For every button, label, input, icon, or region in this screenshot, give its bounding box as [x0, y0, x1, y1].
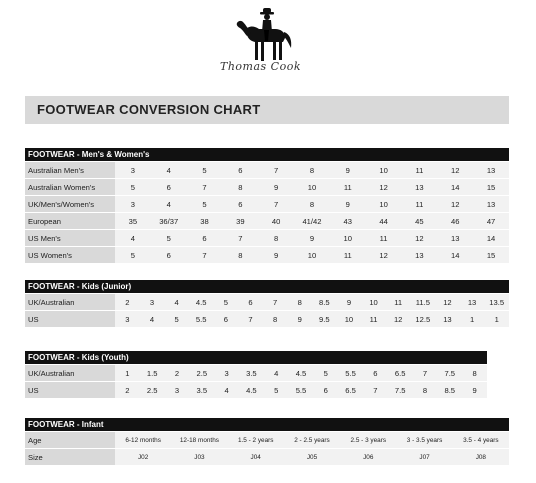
table-cell: 12	[366, 247, 402, 264]
table-cell: 3	[115, 162, 151, 179]
table-cell: 10	[337, 311, 362, 328]
table-cell: 46	[437, 213, 473, 230]
table-cell: 9	[258, 179, 294, 196]
table-cell: 3	[140, 294, 165, 311]
row-label: US	[25, 311, 115, 328]
table-row	[25, 382, 487, 399]
table-header-row	[25, 351, 487, 365]
table-cell: 5.5	[289, 382, 314, 399]
table-title: FOOTWEAR - Men's & Women's	[25, 148, 509, 162]
table-cell: 3.5	[189, 382, 214, 399]
table-cell: 38	[187, 213, 223, 230]
table-cell: 4	[214, 382, 239, 399]
table-cell: 13	[473, 162, 509, 179]
table-cell: 14	[473, 230, 509, 247]
table-cell: 8	[294, 196, 330, 213]
table-cell: 4.5	[189, 294, 214, 311]
table-cell: 1	[115, 365, 140, 382]
table-cell: 11	[402, 196, 438, 213]
table-cell: 13	[435, 311, 460, 328]
horse-rider-icon	[215, 8, 315, 64]
table-cell: 7.5	[388, 382, 413, 399]
row-label: Australian Women's	[25, 179, 115, 196]
table-cell: 5	[187, 162, 223, 179]
table-cell: 12	[366, 179, 402, 196]
table-row	[25, 196, 509, 213]
table-cell: J07	[396, 449, 452, 466]
table-cell: 13	[402, 179, 438, 196]
table-cell: 5	[214, 294, 239, 311]
table-cell: 11	[386, 294, 411, 311]
table-cell: 13.5	[484, 294, 509, 311]
table-cell: 3	[115, 311, 140, 328]
table-cell: 3.5 - 4 years	[453, 432, 509, 449]
kids-youth-table	[25, 351, 487, 399]
table-cell: 5.5	[338, 365, 363, 382]
table-cell: 6.5	[338, 382, 363, 399]
row-label: UK/Men's/Women's	[25, 196, 115, 213]
table-cell: 8	[263, 311, 288, 328]
table-row	[25, 365, 487, 382]
page-title: FOOTWEAR CONVERSION CHART	[25, 96, 509, 124]
table-cell: 7	[413, 365, 438, 382]
table-cell: 12	[386, 311, 411, 328]
table-cell: 1	[484, 311, 509, 328]
table-cell: 2	[165, 365, 190, 382]
table-cell: 15	[473, 247, 509, 264]
table-row	[25, 432, 509, 449]
table-cell: J05	[284, 449, 340, 466]
table-cell: 40	[258, 213, 294, 230]
table-cell: 7	[222, 230, 258, 247]
row-label: US	[25, 382, 115, 399]
mens-womens-table	[25, 148, 509, 264]
table-cell: 5	[164, 311, 189, 328]
table-cell: 13	[402, 247, 438, 264]
table-cell: 5	[115, 179, 151, 196]
table-cell: 4	[140, 311, 165, 328]
table-cell: 11	[361, 311, 386, 328]
table-cell: 11	[330, 179, 366, 196]
table-cell: 6	[214, 311, 239, 328]
table-cell: 36/37	[151, 213, 187, 230]
table-cell: 4	[164, 294, 189, 311]
table-header-row	[25, 148, 509, 162]
table-cell: 7.5	[437, 365, 462, 382]
table-cell: 4.5	[239, 382, 264, 399]
table-cell: 9	[330, 162, 366, 179]
table-cell: 8.5	[312, 294, 337, 311]
table-cell: 9	[330, 196, 366, 213]
table-header-row	[25, 418, 509, 432]
brand-name: Thomas Cook	[220, 60, 302, 73]
table-cell: 6-12 months	[115, 432, 171, 449]
row-label: European	[25, 213, 115, 230]
table-cell: 9	[258, 247, 294, 264]
table-cell: 5	[264, 382, 289, 399]
infant-table	[25, 418, 509, 466]
table-cell: 1.5	[140, 365, 165, 382]
table-cell: 7	[238, 311, 263, 328]
table-cell: 14	[437, 247, 473, 264]
table-cell: 8	[294, 162, 330, 179]
table-cell: 6.5	[388, 365, 413, 382]
table-cell: 2 - 2.5 years	[284, 432, 340, 449]
row-label: US Women's	[25, 247, 115, 264]
table-row	[25, 294, 509, 311]
table-cell: 3	[214, 365, 239, 382]
table-cell: 3.5	[239, 365, 264, 382]
table-cell: 10	[366, 196, 402, 213]
table-cell: 8	[462, 365, 487, 382]
table-cell: 2.5	[189, 365, 214, 382]
table-cell: 6	[222, 196, 258, 213]
table-header-row	[25, 280, 509, 294]
table-cell: 9	[287, 311, 312, 328]
table-cell: 2.5	[140, 382, 165, 399]
table-cell: 1	[460, 311, 485, 328]
table-cell: 10	[361, 294, 386, 311]
table-cell: 35	[115, 213, 151, 230]
table-title: FOOTWEAR - Infant	[25, 418, 509, 432]
table-cell: 9	[462, 382, 487, 399]
table-cell: 39	[222, 213, 258, 230]
table-cell: 3 - 3.5 years	[396, 432, 452, 449]
table-cell: 14	[437, 179, 473, 196]
table-cell: 5.5	[189, 311, 214, 328]
table-cell: 7	[258, 196, 294, 213]
table-cell: 13	[460, 294, 485, 311]
table-cell: 6	[151, 179, 187, 196]
table-cell: 7	[187, 179, 223, 196]
kids-junior-table	[25, 280, 509, 328]
table-cell: 6	[238, 294, 263, 311]
table-cell: 11.5	[411, 294, 436, 311]
table-row	[25, 449, 509, 466]
table-row	[25, 162, 509, 179]
table-cell: 4	[264, 365, 289, 382]
table-cell: J06	[340, 449, 396, 466]
table-cell: 11	[402, 162, 438, 179]
table-cell: 44	[366, 213, 402, 230]
table-cell: 2	[115, 382, 140, 399]
table-cell: 8	[258, 230, 294, 247]
row-label: UK/Australian	[25, 365, 115, 382]
table-cell: 5	[115, 247, 151, 264]
row-label: Australian Men's	[25, 162, 115, 179]
table-cell: 12	[437, 196, 473, 213]
table-cell: 4	[115, 230, 151, 247]
table-cell: 9.5	[312, 311, 337, 328]
table-cell: 10	[294, 179, 330, 196]
table-cell: 1.5 - 2 years	[228, 432, 284, 449]
table-cell: 7	[258, 162, 294, 179]
table-cell: 5	[313, 365, 338, 382]
table-cell: 43	[330, 213, 366, 230]
table-cell: 6	[363, 365, 388, 382]
table-cell: 11	[366, 230, 402, 247]
table-cell: J08	[453, 449, 509, 466]
table-cell: 41/42	[294, 213, 330, 230]
table-cell: 6	[313, 382, 338, 399]
table-row	[25, 230, 509, 247]
table-cell: 5	[187, 196, 223, 213]
table-cell: 7	[363, 382, 388, 399]
table-row	[25, 311, 509, 328]
table-cell: 6	[187, 230, 223, 247]
table-cell: 2.5 - 3 years	[340, 432, 396, 449]
table-cell: 7	[263, 294, 288, 311]
table-row	[25, 213, 509, 230]
table-cell: 3	[165, 382, 190, 399]
row-label: UK/Australian	[25, 294, 115, 311]
table-cell: 4	[151, 196, 187, 213]
table-cell: 6	[222, 162, 258, 179]
table-cell: 6	[151, 247, 187, 264]
row-label: US Men's	[25, 230, 115, 247]
table-cell: 8	[413, 382, 438, 399]
table-cell: 12	[435, 294, 460, 311]
table-cell: 8	[222, 247, 258, 264]
table-title: FOOTWEAR - Kids (Youth)	[25, 351, 487, 365]
table-cell: 8.5	[437, 382, 462, 399]
table-cell: 9	[294, 230, 330, 247]
table-title: FOOTWEAR - Kids (Junior)	[25, 280, 509, 294]
table-cell: 13	[473, 196, 509, 213]
table-row	[25, 247, 509, 264]
table-cell: 45	[402, 213, 438, 230]
table-cell: 13	[437, 230, 473, 247]
table-cell: J03	[171, 449, 227, 466]
table-cell: 8	[287, 294, 312, 311]
table-cell: 12-18 months	[171, 432, 227, 449]
table-row	[25, 179, 509, 196]
table-cell: 2	[115, 294, 140, 311]
table-cell: 11	[330, 247, 366, 264]
table-cell: 10	[366, 162, 402, 179]
table-cell: 10	[294, 247, 330, 264]
table-cell: 12	[402, 230, 438, 247]
table-cell: J02	[115, 449, 171, 466]
table-cell: 7	[187, 247, 223, 264]
table-cell: 3	[115, 196, 151, 213]
table-cell: 9	[337, 294, 362, 311]
table-cell: 4	[151, 162, 187, 179]
table-cell: J04	[228, 449, 284, 466]
table-cell: 8	[222, 179, 258, 196]
table-cell: 4.5	[289, 365, 314, 382]
table-cell: 15	[473, 179, 509, 196]
row-label: Age	[25, 432, 115, 449]
table-cell: 10	[330, 230, 366, 247]
row-label: Size	[25, 449, 115, 466]
table-cell: 12	[437, 162, 473, 179]
table-cell: 12.5	[411, 311, 436, 328]
table-cell: 5	[151, 230, 187, 247]
table-cell: 47	[473, 213, 509, 230]
